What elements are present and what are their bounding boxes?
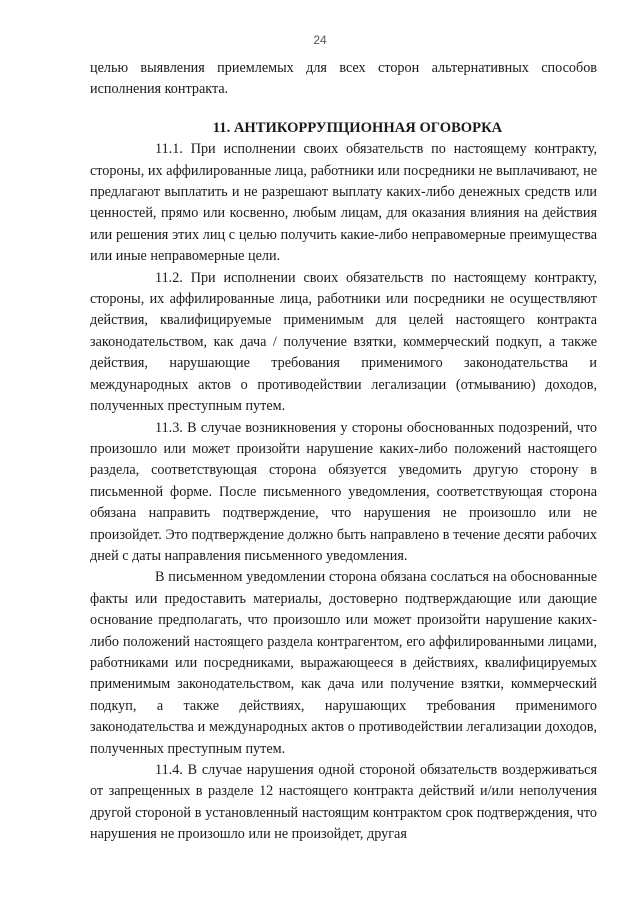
clause-11-1: 11.1. При исполнении своих обязательств по настоящему контракту, стороны, их аффилированные лица, работники или посредники не выплачивают, не предлагают выплатить и не разрешают выплату каких-либо денежных средств или ценностей, прямо или косвенно, любым лицам, для оказания влияния на действия или решения этих лиц с целью получить какие-либо неправомерные преимущества или иные неправомерные цели. <box>90 141 597 265</box>
page-number: 24 <box>313 33 327 47</box>
clause-11-4: 11.4. В случае нарушения одной стороной обязательств воздерживаться от запрещенных в разделе 12 настоящего контракта действий и/или неполучения другой стороной в установленный настоящим контрактом срок подтверждения, что нарушения не произошло или не произойдет, другая <box>90 762 597 843</box>
clause-11-3-notice: В письменном уведомлении сторона обязана сослаться на обоснованные факты или предоставить материалы, достоверно подтверждающие или дающие основание предполагать, что произошло или может произойти нарушение каких-либо положений настоящего раздела контрагентом, его аффилированными лицами, работниками или посредниками, выражающееся в действиях, квалифицируемых применимым законодательством, как дача или получение взятки, коммерческий подкуп, а также действиях, нарушающих требования применимого законодательства и международных актов о противодействии легализации доходов, полученных преступным путем. <box>90 569 597 757</box>
clause-11-3: 11.3. В случае возникновения у стороны обоснованных подозрений, что произошло или может произойти нарушение каких-либо положений настоящего раздела, соответствующая сторона обязуется уведомить другую сторону в письменной форме. После письменного уведомления, соответствующая сторона обязана направить подтверждение, что нарушения не произошло или не произойдет. Это подтверждение должно быть направлено в течение десяти рабочих дней с даты направления письменного уведомления. <box>90 419 597 564</box>
intro-paragraph: целью выявления приемлемых для всех сторон альтернативных способов исполнения контракта. <box>90 60 597 98</box>
clause-11-2: 11.2. При исполнении своих обязательств по настоящему контракту, стороны, их аффилированные лица, работники или посредники не осуществляют действия, квалифицируемые применимым для целей настоящего контракта законодательством, как дача / получение взятки, коммерческий подкуп, а также действия, нарушающие требования применимого законодательства и международных актов о противодействии легализации (отмыванию) доходов, полученных преступным путем. <box>90 269 597 415</box>
section-title: 11. АНТИКОРРУПЦИОННАЯ ОГОВОРКА <box>212 119 503 136</box>
document-body <box>90 58 597 846</box>
